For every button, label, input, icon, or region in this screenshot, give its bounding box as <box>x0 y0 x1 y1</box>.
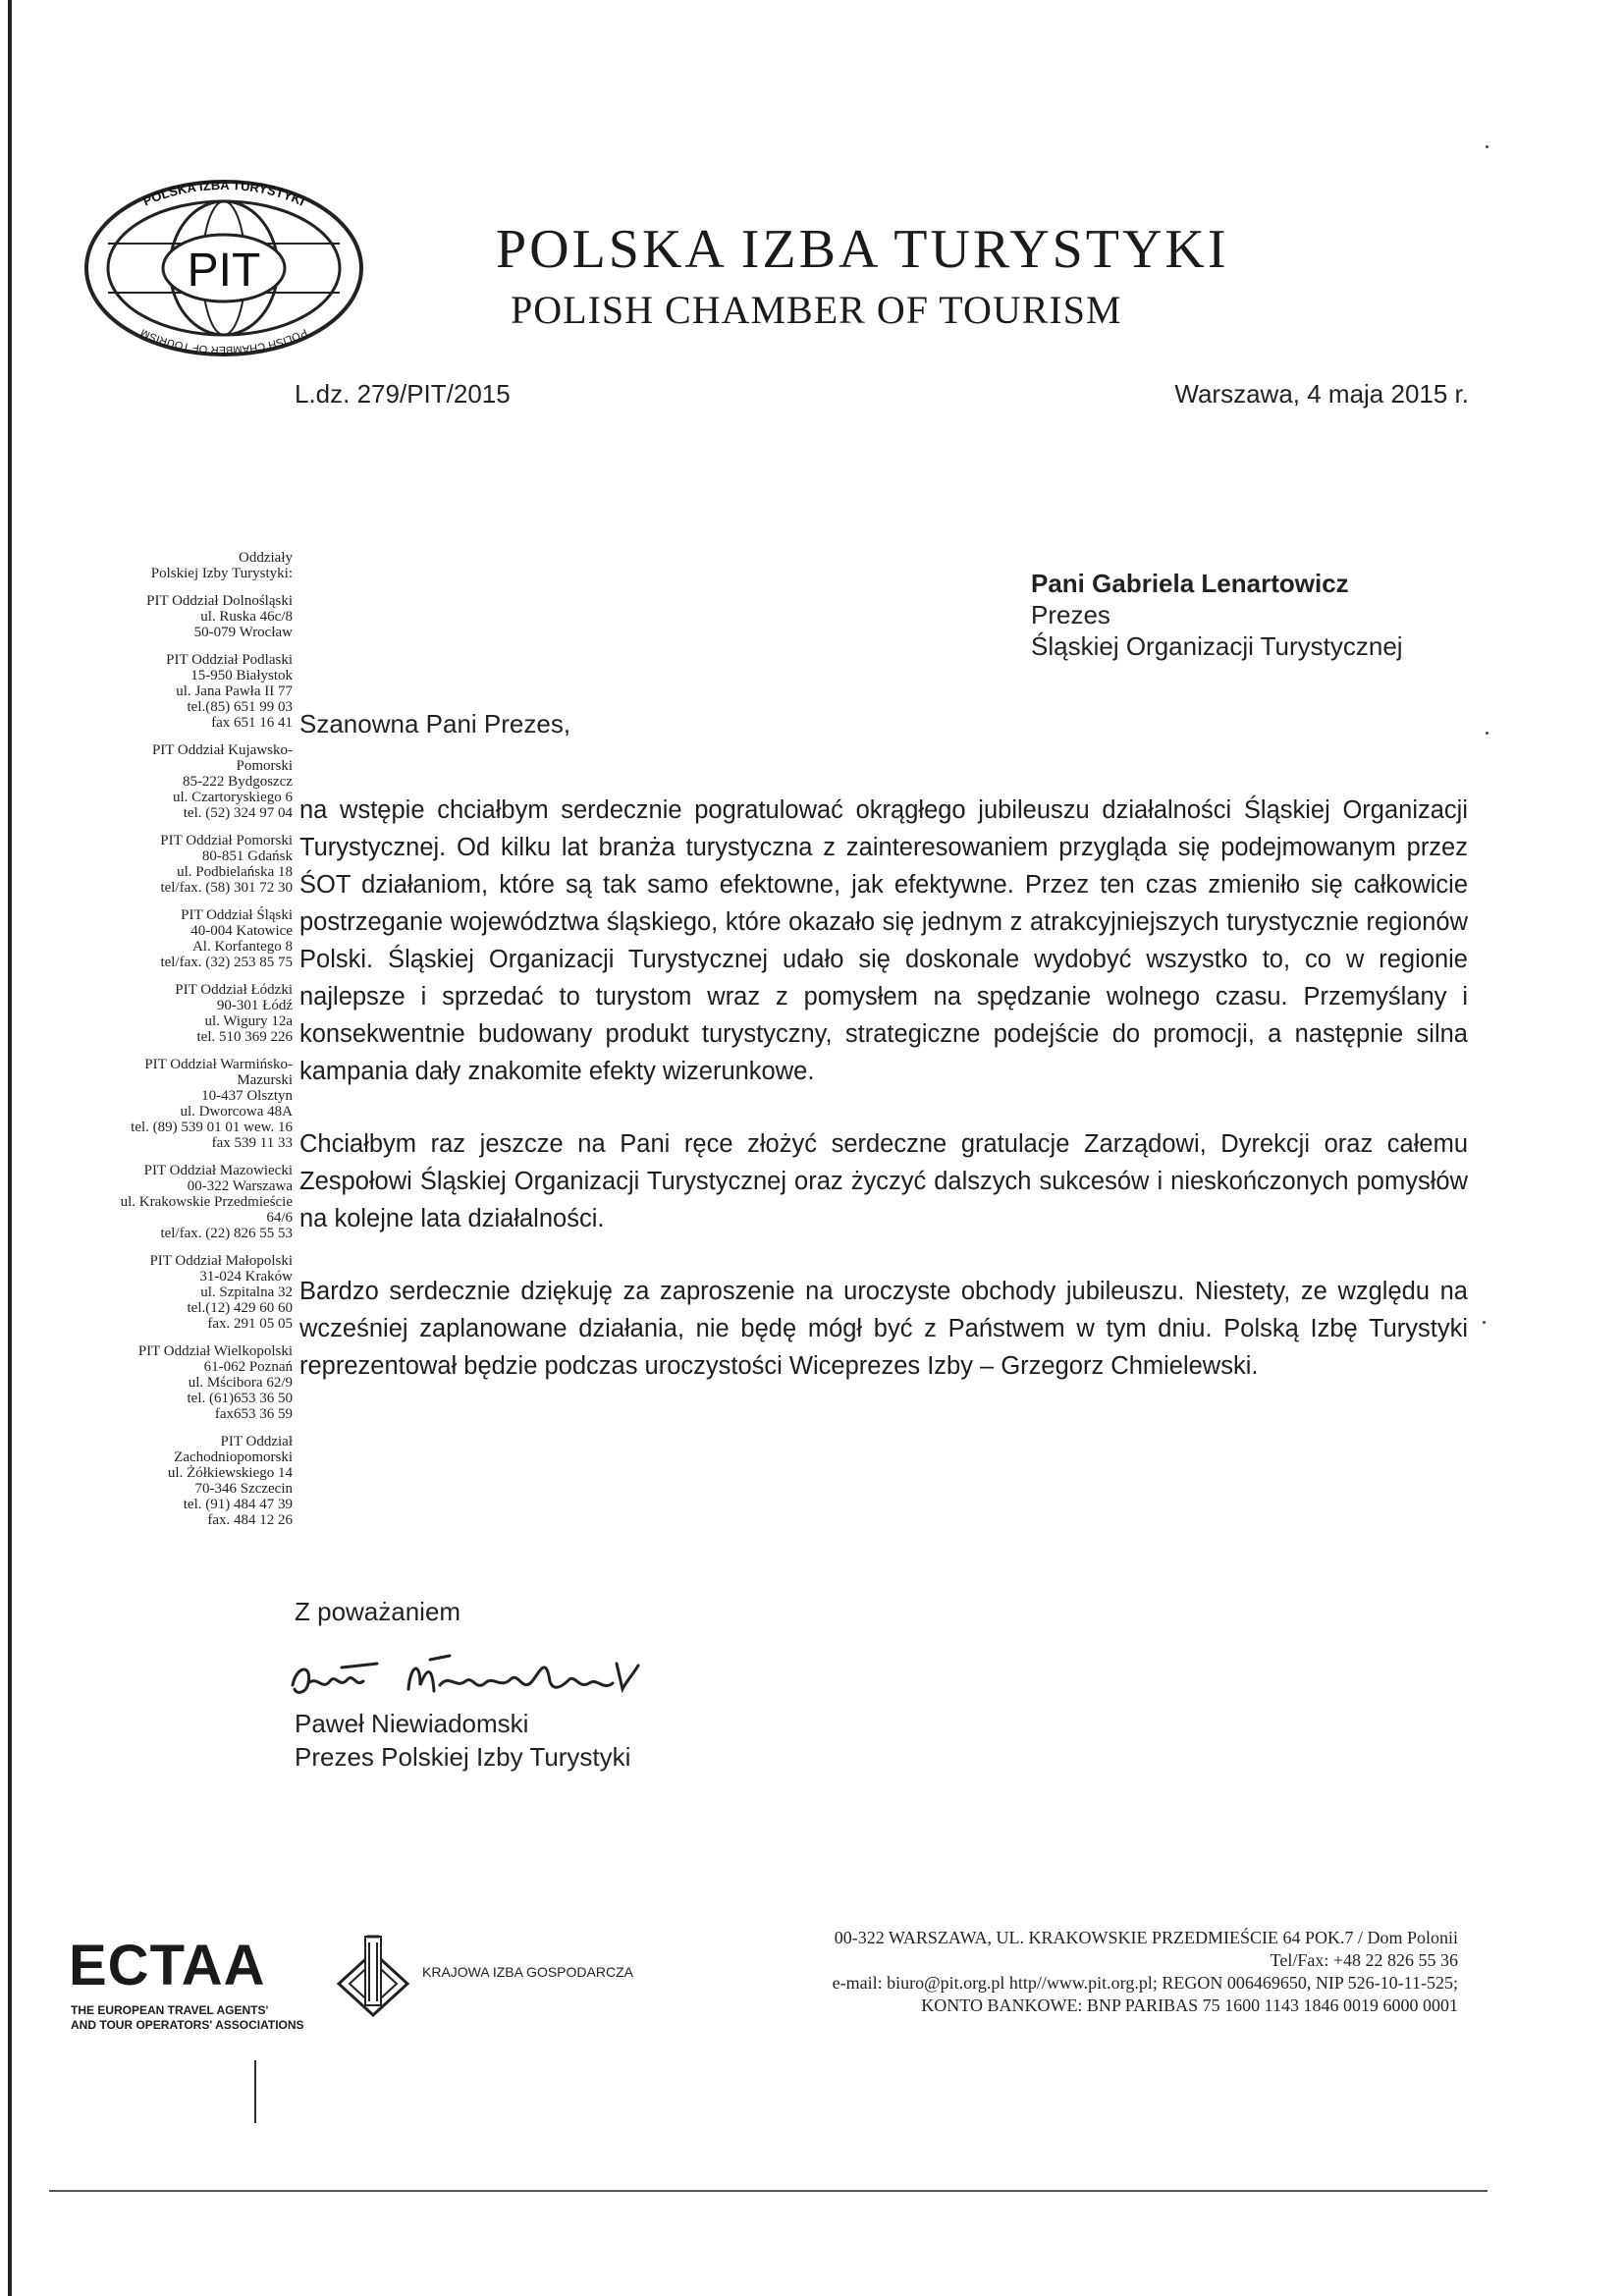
scan-speck <box>1486 732 1488 735</box>
logo-abbr: PIT <box>187 245 261 297</box>
footer-address-line: 00-322 WARSZAWA, UL. KRAKOWSKIE PRZEDMIEŚCIE 64 POK.7 / Dom Polonii <box>834 1928 1458 1947</box>
branch-detail: ul. Jana Pawła II 77 <box>176 683 293 699</box>
branch-block <box>39 982 293 1045</box>
branch-name: PIT Oddział Śląski <box>181 907 293 923</box>
branch-detail: tel. 510 369 226 <box>196 1029 293 1045</box>
reference-number: L.dz. 279/PIT/2015 <box>295 379 511 409</box>
branch-block <box>39 1163 293 1241</box>
branch-name: PIT Oddział Łódzki <box>175 982 293 998</box>
branch-block <box>39 1057 293 1151</box>
scan-edge <box>8 0 12 2296</box>
branch-detail: 90-301 Łódź <box>216 998 293 1013</box>
branch-detail: ul. Ruska 46c/8 <box>200 609 293 625</box>
logo-ring-bottom: POLISH CHAMBER OF TOURISM <box>138 326 309 356</box>
branch-detail: 70-346 Szczecin <box>194 1481 293 1497</box>
branch-block <box>39 833 293 896</box>
branch-name: PIT Oddział Dolnośląski <box>146 593 293 609</box>
letter-body <box>299 792 1468 1420</box>
branch-block <box>39 907 293 970</box>
signer-title: Prezes Polskiej Izby Turystyki <box>295 1742 631 1772</box>
branch-detail: ul. Czartoryskiego 6 <box>172 790 293 805</box>
branch-detail: fax653 36 59 <box>214 1406 293 1422</box>
branch-detail: ul. Podbielańska 18 <box>177 864 293 880</box>
branch-detail: tel/fax. (58) 301 72 30 <box>160 880 293 896</box>
branch-detail: 85-222 Bydgoszcz <box>182 774 293 790</box>
branch-detail: fax. 484 12 26 <box>207 1512 293 1528</box>
footer-bank-line: KONTO BANKOWE: BNP PARIBAS 75 1600 1143 1846 0019 6000 0001 <box>921 1995 1458 2015</box>
ectaa-subtitle <box>71 2003 304 2033</box>
body-paragraph: na wstępie chciałbym serdecznie pogratulować okrągłego jubileuszu działalności Śląskiej Organizacji Turystycznej. Od kilku lat branża turystyczna z zainteresowaniem przygląda się podejmowanym przez ŚOT działaniom, które są tak samo efektowne, jak efektywne. Przez ten czas zmieniło się całkowicie postrzeganie województwa śląskiego, które okazało się jednym z atrakcyjniejszych turystycznie regionów Polski. Śląskiej Organizacji Turystycznej udało się doskonale wydobyć wszystko to, co w regionie najlepsze i sprzedać to turystom wraz z pomysłem na spędzanie wolnego czasu. Przemyślany i konsekwentnie budowany produkt turystyczny, strategiczne podejście do promocji, a następnie silna kampania dały znakomite efekty wizerunkowe. <box>299 796 1468 1085</box>
ectaa-subtitle-line: THE EUROPEAN TRAVEL AGENTS' <box>71 2003 269 2017</box>
branch-block <box>39 593 293 640</box>
recipient-organization: Śląskiej Organizacji Turystycznej <box>1031 631 1403 661</box>
branch-detail: fax 651 16 41 <box>211 715 293 731</box>
logo-ring-top: POLSKA IZBA TURYSTYKI <box>140 177 307 209</box>
branch-detail: 40-004 Katowice <box>190 923 293 939</box>
branch-detail: tel/fax. (22) 826 55 53 <box>160 1226 293 1241</box>
branch-detail: Pomorski <box>236 758 293 774</box>
kig-name: KRAJOWA IZBA GOSPODARCZA <box>422 1964 633 1980</box>
body-paragraph: Bardzo serdecznie dziękuję za zaproszenie na uroczyste obchody jubileuszu. Niestety, ze względu na wcześniej zaplanowane działania, nie będę mógł być z Państwem w tym dniu. Polską Izbę Turystyki reprezentował będzie podczas uroczystości Wiceprezes Izby – Grzegorz Chmielewski. <box>299 1278 1468 1380</box>
branch-detail: ul. Żółkiewskiego 14 <box>167 1465 293 1481</box>
branch-block <box>39 1343 293 1422</box>
svg-text:POLSKA IZBA TURYSTYKI <box>140 178 307 209</box>
branch-detail: ul. Wigury 12a <box>204 1013 293 1029</box>
branch-detail: 15-950 Białystok <box>190 668 293 683</box>
salutation: Szanowna Pani Prezes, <box>299 709 571 738</box>
branch-name: PIT Oddział Podlaski <box>166 652 293 668</box>
kig-emblem-icon <box>334 1933 412 2021</box>
branch-detail: 50-079 Wrocław <box>193 625 293 640</box>
branch-name: PIT Oddział Warmińsko- <box>144 1057 293 1072</box>
branch-detail: ul. Mścibora 62/9 <box>188 1375 293 1391</box>
branch-detail: Al. Korfantego 8 <box>191 939 293 955</box>
branch-detail: tel. (89) 539 01 01 wew. 16 <box>131 1120 293 1135</box>
pit-logo <box>77 175 371 361</box>
place-and-date: Warszawa, 4 maja 2015 r. <box>1174 379 1469 409</box>
branch-detail: ul. Dworcowa 48A <box>180 1104 293 1120</box>
branch-name: PIT Oddział <box>220 1434 293 1449</box>
branch-detail: 80-851 Gdańsk <box>201 848 293 864</box>
branch-detail: 00-322 Warszawa <box>187 1178 293 1194</box>
branch-detail: tel. (52) 324 97 04 <box>183 805 293 821</box>
branch-block <box>39 742 293 821</box>
footer-email-line: e-mail: biuro@pit.org.pl http//www.pit.org.pl; REGON 006469650, NIP 526-10-11-525; <box>832 1973 1458 1993</box>
signer-name: Paweł Niewiadomski <box>295 1709 529 1738</box>
branch-name: PIT Oddział Kujawsko- <box>151 742 293 758</box>
scan-speck <box>1486 145 1488 148</box>
branch-detail: 10-437 Olsztyn <box>201 1088 293 1104</box>
org-name-english: POLISH CHAMBER OF TOURISM <box>511 288 1122 332</box>
footer-contact <box>833 1927 1458 2017</box>
branch-name: PIT Oddział Wielkopolski <box>137 1343 293 1359</box>
branch-name: PIT Oddział Pomorski <box>160 833 293 848</box>
signer-block <box>295 1707 630 1774</box>
branches-intro-line: Polskiej Izby Turystyki: <box>150 566 293 581</box>
branch-detail: Mazurski <box>237 1072 293 1088</box>
branch-detail: fax 539 11 33 <box>211 1135 293 1151</box>
closing: Z poważaniem <box>295 1597 461 1626</box>
branch-name: PIT Oddział Mazowiecki <box>143 1163 293 1178</box>
branches-intro <box>39 550 293 581</box>
ectaa-subtitle-line: AND TOUR OPERATORS' ASSOCIATIONS <box>71 2018 304 2032</box>
branch-block <box>39 1253 293 1332</box>
branch-detail: 64/6 <box>266 1210 293 1226</box>
footer-horizontal-rule <box>49 2190 1488 2192</box>
recipient-block <box>1031 568 1403 662</box>
org-name-polish: POLSKA IZBA TURYSTYKI <box>496 219 1229 280</box>
recipient-title: Prezes <box>1031 600 1110 629</box>
footer-vertical-rule <box>254 2060 256 2123</box>
body-paragraph: Chciałbym raz jeszcze na Pani ręce złożyć serdeczne gratulacje Zarządowi, Dyrekcji oraz całemu Zespołowi Śląskiej Organizacji Turystycznej oraz życzyć dalszych sukcesów i nieskończonych pomysłów na kolejne lata działalności. <box>299 1130 1468 1232</box>
branch-detail: tel. (61)653 36 50 <box>187 1391 293 1406</box>
branch-detail: 31-024 Kraków <box>199 1269 293 1285</box>
scan-speck <box>1483 1321 1486 1324</box>
branch-block <box>39 1434 293 1528</box>
branch-block <box>39 652 293 731</box>
branch-name: PIT Oddział Małopolski <box>149 1253 293 1269</box>
ectaa-logo: ECTAA <box>69 1934 266 1997</box>
branch-detail: 61-062 Poznań <box>203 1359 293 1375</box>
branches-intro-line: Oddziały <box>239 550 293 566</box>
branch-detail: tel.(12) 429 60 60 <box>187 1300 293 1316</box>
branch-detail: ul. Szpitalna 32 <box>200 1285 293 1300</box>
branch-detail: fax. 291 05 05 <box>207 1316 293 1332</box>
svg-text:POLISH CHAMBER OF TOURISM <box>139 326 309 355</box>
handwritten-signature <box>283 1646 695 1715</box>
branch-detail: tel/fax. (32) 253 85 75 <box>160 955 293 970</box>
branches-sidebar <box>39 550 293 1540</box>
recipient-name: Pani Gabriela Lenartowicz <box>1031 569 1349 598</box>
branch-detail: ul. Krakowskie Przedmieście <box>120 1194 293 1210</box>
branch-detail: tel.(85) 651 99 03 <box>187 699 293 715</box>
footer-phone-line: Tel/Fax: +48 22 826 55 36 <box>1270 1950 1458 1970</box>
branch-detail: tel. (91) 484 47 39 <box>183 1497 293 1512</box>
branch-detail: Zachodniopomorski <box>174 1449 293 1465</box>
